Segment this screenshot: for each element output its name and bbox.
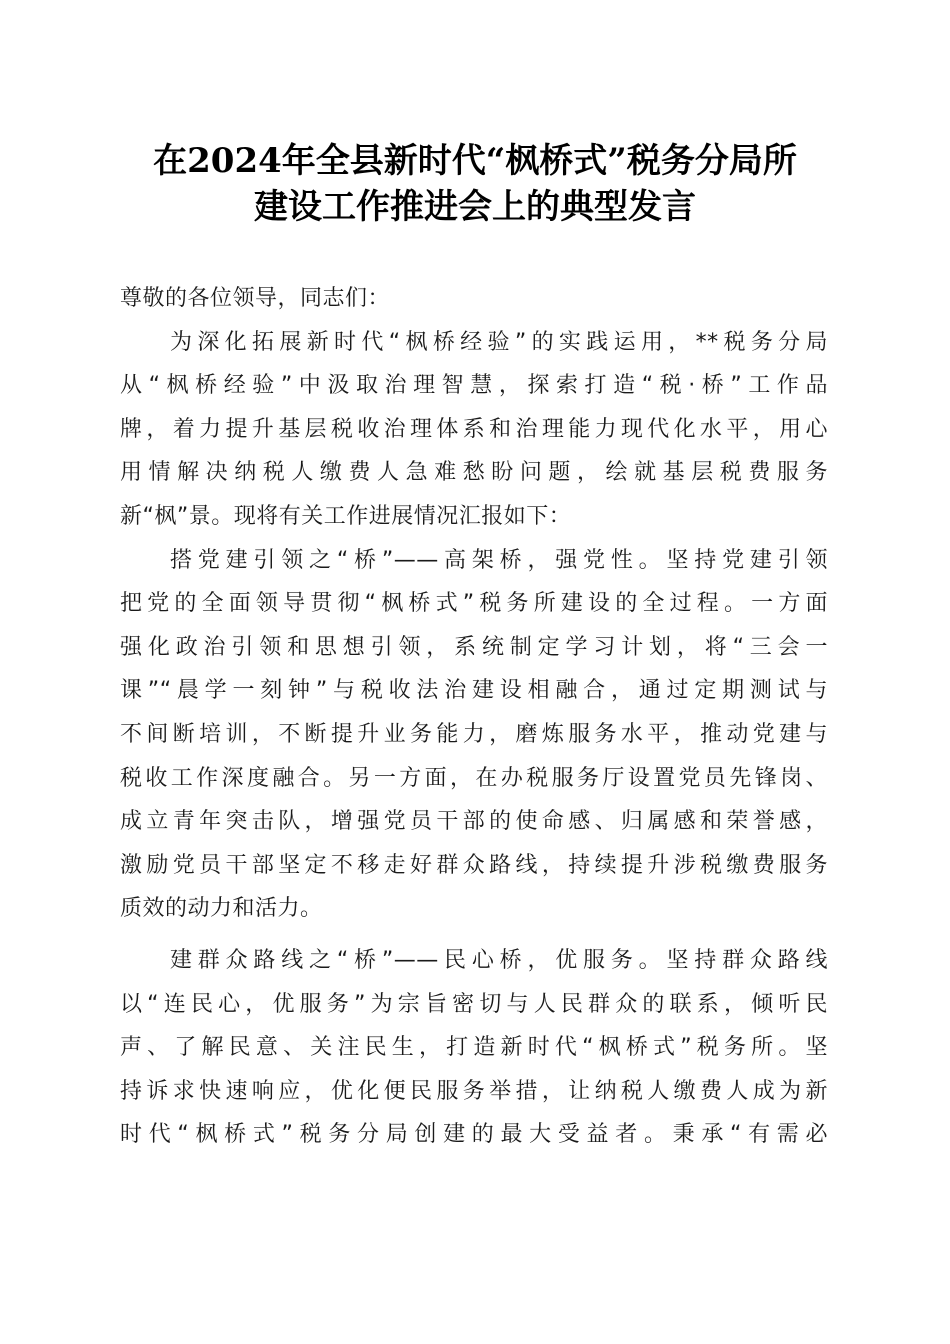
paragraph-line: 牌，着力提升基层税收治理体系和治理能力现代化水平，用心	[120, 416, 828, 442]
paragraph-1	[120, 321, 828, 539]
paragraph-line: 不间断培训，不断提升业务能力，磨炼服务水平，推动党建与	[120, 721, 828, 747]
paragraph-line: 建群众路线之“桥”——民心桥，优服务。坚持群众路线	[170, 947, 828, 973]
paragraph-line: 新“枫”景。现将有关工作进展情况汇报如下：	[120, 503, 572, 529]
paragraph-line: 用情解决纳税人缴费人急难愁盼问题，绘就基层税费服务	[120, 460, 828, 486]
paragraph-line: 课”“晨学一刻钟”与税收法治建设相融合，通过定期测试与	[120, 678, 828, 704]
paragraph-line: 激励党员干部坚定不移走好群众路线，持续提升涉税缴费服务	[120, 852, 828, 878]
paragraph-line: 成立青年突击队，增强党员干部的使命感、归属感和荣誉感，	[120, 809, 828, 835]
paragraph-line: 从“枫桥经验”中汲取治理智慧，探索打造“税·桥”工作品	[120, 373, 828, 399]
document-body	[120, 277, 828, 1157]
paragraph-line: 质效的动力和活力。	[120, 896, 323, 922]
paragraph-spacer	[120, 931, 828, 939]
paragraph-line: 为深化拓展新时代“枫桥经验”的实践运用，**税务分局	[170, 329, 828, 355]
paragraph-line: 声、了解民意、关注民生，打造新时代“枫桥式”税务所。坚	[120, 1035, 828, 1061]
paragraph-line: 以“连民心，优服务”为宗旨密切与人民群众的联系，倾听民	[120, 991, 828, 1017]
salutation: 尊敬的各位领导，同志们：	[120, 286, 391, 311]
document-title	[100, 138, 850, 230]
paragraph-line: 税收工作深度融合。另一方面，在办税服务厅设置党员先锋岗、	[120, 765, 828, 791]
paragraph-line: 时代“枫桥式”税务分局创建的最大受益者。秉承“有需必	[120, 1122, 828, 1148]
paragraph-line: 强化政治引领和思想引领，系统制定学习计划，将“三会一	[120, 634, 828, 660]
paragraph-line: 搭党建引领之“桥”——高架桥，强党性。坚持党建引领	[170, 547, 828, 573]
paragraph-3	[120, 939, 828, 1157]
paragraph-line: 持诉求快速响应，优化便民服务举措，让纳税人缴费人成为新	[120, 1078, 828, 1104]
paragraph-line: 把党的全面领导贯彻“枫桥式”税务所建设的全过程。一方面	[120, 591, 828, 617]
title-line-2: 建设工作推进会上的典型发言	[254, 187, 696, 227]
title-line-1: 在2024年全县新时代“枫桥式”税务分局所	[153, 141, 797, 181]
paragraph-2	[120, 539, 828, 931]
